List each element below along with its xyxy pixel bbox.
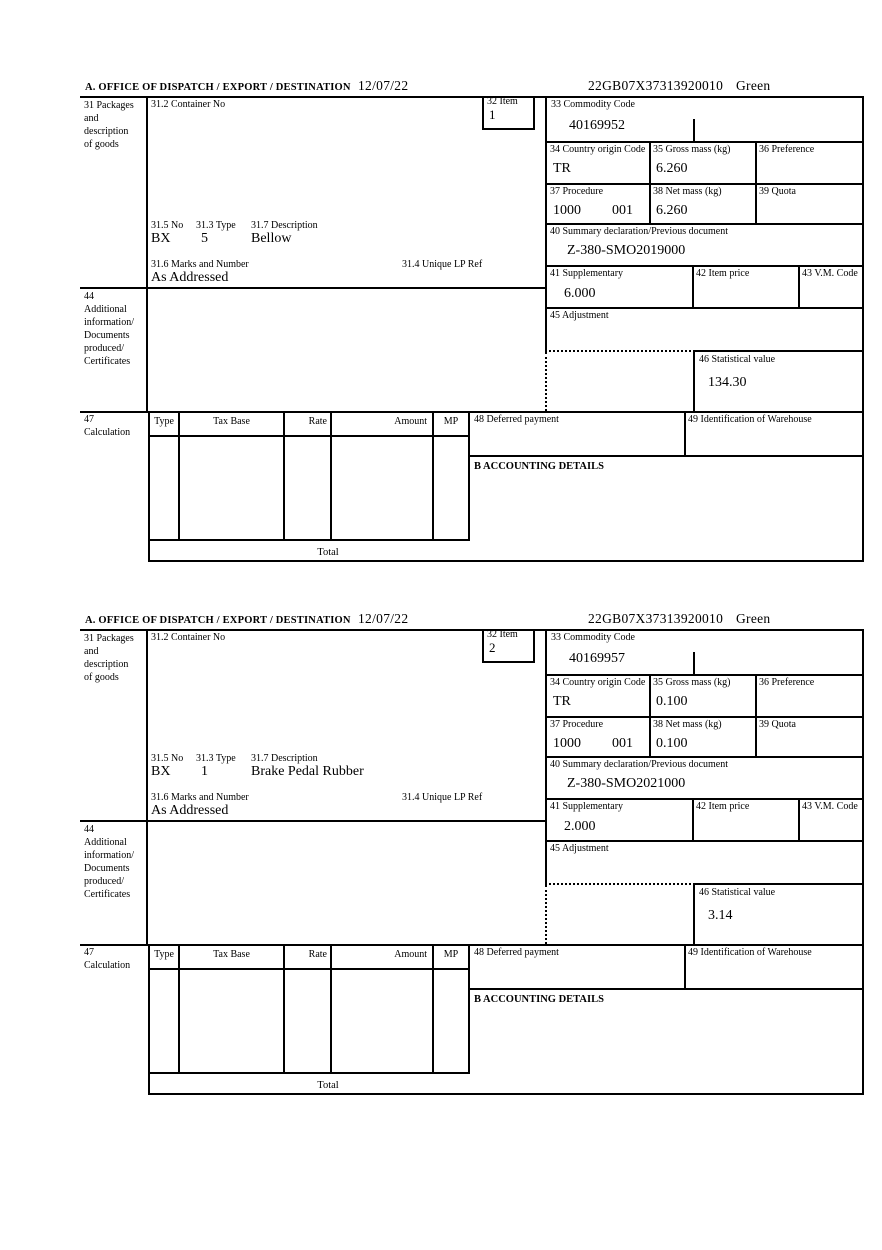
unique-lp-ref-label: 31.4 Unique LP Ref	[402, 259, 483, 270]
procedure-value-1: 1000	[553, 203, 581, 218]
table-divider-rate	[330, 944, 332, 1072]
summary-declaration-label: 40 Summary declaration/Previous document	[550, 226, 729, 237]
divider-38-39	[755, 183, 757, 223]
row48-bottom-border	[468, 988, 864, 990]
table-header-bottom-border	[148, 435, 470, 437]
total-label: Total	[317, 1080, 339, 1091]
box44-label-line5: produced/	[84, 876, 124, 887]
statistical-value: 134.30	[708, 375, 747, 390]
commodity-code-label: 33 Commodity Code	[551, 632, 635, 643]
box44-label-line3: information/	[84, 317, 134, 328]
gross-mass-label: 35 Gross mass (kg)	[653, 144, 731, 155]
box46-top-border	[693, 883, 862, 885]
country-origin-label: 34 Country origin Code	[550, 144, 646, 155]
divider-42-43	[798, 798, 800, 840]
box31-label-line4: of goods	[84, 672, 119, 683]
declaration-item-section	[80, 609, 864, 1098]
row33-bottom-border	[545, 674, 862, 676]
box46-top-border	[693, 350, 862, 352]
box47-label-line2: Calculation	[84, 427, 131, 438]
supplementary-value: 2.000	[564, 819, 596, 834]
divider-41-42	[692, 798, 694, 840]
column-header-amount: Amount	[394, 949, 427, 960]
box44-label-line2: Additional	[84, 304, 127, 315]
statistical-value-label: 46 Statistical value	[699, 887, 776, 898]
row40-bottom-border	[545, 798, 862, 800]
column-header-mp: MP	[443, 416, 459, 427]
net-mass-label: 38 Net mass (kg)	[653, 186, 722, 197]
marks-number-label: 31.6 Marks and Number	[151, 259, 249, 270]
box44-label-line6: Certificates	[84, 889, 131, 900]
item-price-label: 42 Item price	[696, 801, 750, 812]
right-border	[862, 629, 864, 1095]
description-value: Bellow	[251, 231, 292, 246]
divider-37-38	[649, 183, 651, 223]
date-value: 12/07/22	[358, 611, 409, 626]
gross-mass-value: 0.100	[656, 694, 688, 709]
warehouse-label: 49 Identification of Warehouse	[688, 947, 812, 958]
preference-label: 36 Preference	[759, 144, 815, 155]
country-origin-value: TR	[553, 161, 571, 176]
table-right-border	[468, 411, 470, 539]
package-no-label: 31.5 No	[151, 220, 184, 231]
net-mass-label: 38 Net mass (kg)	[653, 719, 722, 730]
table-divider-amount	[432, 944, 434, 1072]
box31-label-line1: 31 Packages	[84, 100, 134, 111]
document-number: 22GB07X37313920010	[588, 78, 724, 93]
procedure-value-2: 001	[612, 203, 633, 218]
deferred-payment-label: 48 Deferred payment	[474, 414, 559, 425]
row41-bottom-border	[545, 307, 862, 309]
box31-label-line4: of goods	[84, 139, 119, 150]
country-origin-value: TR	[553, 694, 571, 709]
container-no-label: 31.2 Container No	[151, 632, 226, 643]
summary-declaration-label: 40 Summary declaration/Previous document	[550, 759, 729, 770]
table-body-bottom-border	[148, 539, 470, 541]
supplementary-label: 41 Supplementary	[550, 268, 624, 279]
box31-label-line1: 31 Packages	[84, 633, 134, 644]
vm-code-label: 43 V.M. Code	[802, 801, 858, 812]
row37-bottom-border	[545, 223, 862, 225]
commodity-subdivision-tick	[693, 119, 695, 141]
dotted-top-border	[545, 883, 695, 885]
table-divider-type	[178, 944, 180, 1072]
commodity-code-value: 40169952	[569, 118, 625, 133]
divider-48-49	[684, 944, 686, 990]
column-header-type: Type	[154, 949, 174, 960]
item-number-box	[482, 96, 535, 130]
gross-mass-label: 35 Gross mass (kg)	[653, 677, 731, 688]
vm-code-label: 43 V.M. Code	[802, 268, 858, 279]
box47-label-line2: Calculation	[84, 960, 131, 971]
row48-bottom-border	[468, 455, 864, 457]
declaration-item-section	[80, 76, 864, 565]
summary-declaration-value: Z-380-SMO2019000	[567, 243, 686, 258]
table-divider-amount	[432, 411, 434, 539]
total-label: Total	[317, 547, 339, 558]
routing-status: Green	[736, 78, 771, 93]
top-border	[80, 629, 864, 631]
item-number-box	[482, 629, 535, 663]
procedure-value-1: 1000	[553, 736, 581, 751]
description-value: Brake Pedal Rubber	[251, 764, 364, 779]
table-right-border	[468, 944, 470, 1072]
divider-34-35	[649, 674, 651, 716]
item-label: 32 Item	[487, 96, 518, 107]
divider-42-43	[798, 265, 800, 307]
left-column-divider	[146, 629, 148, 946]
package-no-label: 31.5 No	[151, 753, 184, 764]
row41-bottom-border	[545, 840, 862, 842]
row47-top-border	[80, 944, 864, 946]
procedure-value-2: 001	[612, 736, 633, 751]
box44-top-border	[80, 820, 547, 822]
summary-declaration-value: Z-380-SMO2021000	[567, 776, 686, 791]
table-header-bottom-border	[148, 968, 470, 970]
net-mass-value: 0.100	[656, 736, 688, 751]
package-no-value: BX	[151, 764, 171, 779]
column-header-mp: MP	[443, 949, 459, 960]
column-header-rate: Rate	[308, 416, 327, 427]
table-divider-taxbase	[283, 944, 285, 1072]
divider-38-39	[755, 716, 757, 756]
divider-35-36	[755, 141, 757, 183]
top-border	[80, 96, 864, 98]
box47-label-line1: 47	[84, 414, 94, 425]
box47-label-line1: 47	[84, 947, 94, 958]
box46-left-border	[693, 350, 695, 411]
dotted-left-border	[545, 885, 547, 944]
preference-label: 36 Preference	[759, 677, 815, 688]
container-no-label: 31.2 Container No	[151, 99, 226, 110]
box31-label-line3: description	[84, 126, 129, 137]
package-type-value: 5	[201, 231, 208, 246]
deferred-payment-label: 48 Deferred payment	[474, 947, 559, 958]
country-origin-label: 34 Country origin Code	[550, 677, 646, 688]
item-price-label: 42 Item price	[696, 268, 750, 279]
supplementary-label: 41 Supplementary	[550, 801, 624, 812]
accounting-details-label: B ACCOUNTING DETAILS	[474, 461, 604, 472]
box44-top-border	[80, 287, 547, 289]
divider-41-42	[692, 265, 694, 307]
item-number-value: 2	[489, 640, 496, 655]
row33-bottom-border	[545, 141, 862, 143]
warehouse-label: 49 Identification of Warehouse	[688, 414, 812, 425]
procedure-label: 37 Procedure	[550, 719, 604, 730]
table-body-bottom-border	[148, 1072, 470, 1074]
table-divider-type	[178, 411, 180, 539]
row34-bottom-border	[545, 716, 862, 718]
description-label: 31.7 Description	[251, 753, 318, 764]
row34-bottom-border	[545, 183, 862, 185]
box46-left-border	[693, 883, 695, 944]
routing-status: Green	[736, 611, 771, 626]
document-number: 22GB07X37313920010	[588, 611, 724, 626]
item-number-value: 1	[489, 107, 496, 122]
box31-label-line3: description	[84, 659, 129, 670]
adjustment-label: 45 Adjustment	[550, 843, 609, 854]
column-header-rate: Rate	[308, 949, 327, 960]
procedure-label: 37 Procedure	[550, 186, 604, 197]
adjustment-label: 45 Adjustment	[550, 310, 609, 321]
package-type-label: 31.3 Type	[196, 220, 236, 231]
box44-label-line5: produced/	[84, 343, 124, 354]
row47-top-border	[80, 411, 864, 413]
package-type-label: 31.3 Type	[196, 753, 236, 764]
dotted-top-border	[545, 350, 695, 352]
date-value: 12/07/22	[358, 78, 409, 93]
package-type-value: 1	[201, 764, 208, 779]
column-header-tax-base: Tax Base	[213, 949, 250, 960]
right-border	[862, 96, 864, 562]
item-label: 32 Item	[487, 629, 518, 640]
column-header-amount: Amount	[394, 416, 427, 427]
net-mass-value: 6.260	[656, 203, 688, 218]
divider-34-35	[649, 141, 651, 183]
bottom-border	[148, 560, 864, 562]
box31-label-line2: and	[84, 646, 99, 657]
box44-label-line1: 44	[84, 824, 94, 835]
accounting-details-label: B ACCOUNTING DETAILS	[474, 994, 604, 1005]
box31-label-line2: and	[84, 113, 99, 124]
quota-label: 39 Quota	[759, 186, 796, 197]
quota-label: 39 Quota	[759, 719, 796, 730]
commodity-subdivision-tick	[693, 652, 695, 674]
divider-37-38	[649, 716, 651, 756]
column-header-type: Type	[154, 416, 174, 427]
box44-label-line6: Certificates	[84, 356, 131, 367]
unique-lp-ref-label: 31.4 Unique LP Ref	[402, 792, 483, 803]
box44-label-line4: Documents	[84, 863, 130, 874]
table-divider-taxbase	[283, 411, 285, 539]
box44-label-line4: Documents	[84, 330, 130, 341]
column-header-tax-base: Tax Base	[213, 416, 250, 427]
box44-label-line1: 44	[84, 291, 94, 302]
commodity-code-value: 40169957	[569, 651, 625, 666]
dotted-left-border	[545, 352, 547, 411]
description-label: 31.7 Description	[251, 220, 318, 231]
office-of-dispatch-label: A. OFFICE OF DISPATCH / EXPORT / DESTINATION	[85, 615, 351, 626]
table-divider-rate	[330, 411, 332, 539]
marks-number-value: As Addressed	[151, 803, 229, 818]
left-column-divider	[146, 96, 148, 413]
package-no-value: BX	[151, 231, 171, 246]
box44-label-line3: information/	[84, 850, 134, 861]
statistical-value: 3.14	[708, 908, 733, 923]
statistical-value-label: 46 Statistical value	[699, 354, 776, 365]
row40-bottom-border	[545, 265, 862, 267]
row37-bottom-border	[545, 756, 862, 758]
marks-number-value: As Addressed	[151, 270, 229, 285]
divider-48-49	[684, 411, 686, 457]
bottom-border	[148, 1093, 864, 1095]
supplementary-value: 6.000	[564, 286, 596, 301]
box44-label-line2: Additional	[84, 837, 127, 848]
commodity-code-label: 33 Commodity Code	[551, 99, 635, 110]
gross-mass-value: 6.260	[656, 161, 688, 176]
marks-number-label: 31.6 Marks and Number	[151, 792, 249, 803]
divider-35-36	[755, 674, 757, 716]
office-of-dispatch-label: A. OFFICE OF DISPATCH / EXPORT / DESTINATION	[85, 82, 351, 93]
